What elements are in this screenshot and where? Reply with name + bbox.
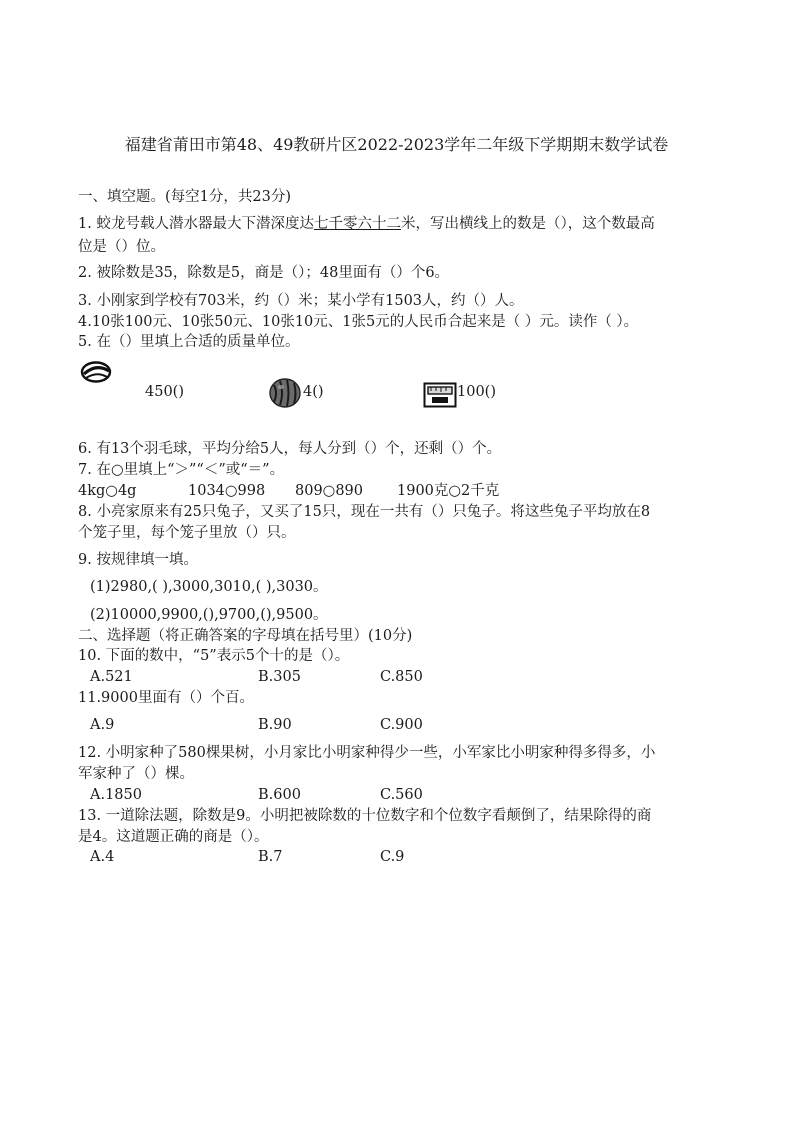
- section1-heading: 一、填空题。(每空1分，共23分): [78, 189, 291, 205]
- question-9: 9. 按规律填一填。: [78, 552, 198, 568]
- q10-option-c: C.850: [380, 669, 423, 685]
- q7-item-3: 809○890: [295, 483, 364, 499]
- scale-icon: [423, 382, 457, 408]
- question-1-line1: [78, 214, 655, 234]
- q13-option-c: C.9: [380, 849, 405, 865]
- question-3: 3. 小刚家到学校有703米，约（）米；某小学有1503人，约（）人。: [78, 293, 524, 309]
- page-title: 福建省莆田市第48、49教研片区2022-2023学年二年级下学期期末数学试卷: [124, 135, 669, 154]
- question-10: 10. 下面的数中，“5”表示5个十的是（）。: [78, 648, 350, 664]
- q12-option-b: B.600: [258, 787, 301, 803]
- question-12-line2: 军家种了（）棵。: [78, 766, 194, 782]
- q11-option-a: A.9: [90, 717, 115, 733]
- question-4: 4.10张100元、10张50元、10张10元、1张5元的人民币合起来是（ ）元。读作（ ）。: [78, 314, 639, 330]
- question-9-part2: (2)10000,9900,(),9700,(),9500。: [90, 607, 328, 623]
- q13-option-b: B.7: [258, 849, 283, 865]
- q13-option-a: A.4: [90, 849, 115, 865]
- watermelon-icon: [268, 377, 302, 409]
- q5-item-1: 450(): [145, 384, 184, 400]
- q7-item-4: 1900克○2千克: [397, 483, 500, 499]
- q5-item-2: 4(): [303, 384, 324, 400]
- q1-text-b: 米，写出横线上的数是（），这个数最高: [400, 216, 655, 232]
- q11-option-c: C.900: [380, 717, 423, 733]
- q12-option-c: C.560: [380, 787, 423, 803]
- question-12-line1: 12. 小明家种了580棵果树，小月家比小明家种得少一些，小军家比小明家种得多得多，小: [78, 745, 656, 761]
- q1-text-a: 1. 蛟龙号载人潜水器最大下潜深度达: [78, 216, 314, 232]
- question-11: 11.9000里面有（）个百。: [78, 690, 254, 706]
- question-2: 2. 被除数是35，除数是5，商是（）；48里面有（）个6。: [78, 265, 450, 281]
- question-8-line1: 8. 小亮家原来有25只兔子，又买了15只，现在一共有（）只兔子。将这些兔子平均放在8: [78, 504, 651, 520]
- question-1-line2: 位是（）位。: [78, 239, 165, 255]
- q7-item-2: 1034○998: [188, 483, 266, 499]
- q12-option-a: A.1850: [90, 787, 142, 803]
- question-8-line2: 个笼子里，每个笼子里放（）只。: [78, 525, 296, 541]
- q10-option-b: B.305: [258, 669, 301, 685]
- q10-option-a: A.521: [90, 669, 133, 685]
- q1-underlined-number: 七千零六十二: [313, 216, 401, 232]
- q5-item-3: 100(): [457, 384, 496, 400]
- q7-item-1: 4kg○4g: [78, 483, 137, 499]
- question-9-part1: (1)2980,( ),3000,3010,( ),3030。: [90, 579, 328, 595]
- question-13-line2: 是4。这道题正确的商是（）。: [78, 829, 269, 845]
- q11-option-b: B.90: [258, 717, 292, 733]
- question-7: 7. 在○里填上“＞”“＜”或“＝”。: [78, 462, 285, 478]
- question-6: 6. 有13个羽毛球，平均分给5人，每人分到（）个，还剩（）个。: [78, 441, 502, 457]
- section2-heading: 二、选择题（将正确答案的字母填在括号里）(10分): [78, 628, 413, 644]
- volleyball-icon: [80, 361, 112, 383]
- question-5: 5. 在（）里填上合适的质量单位。: [78, 334, 300, 350]
- question-13-line1: 13. 一道除法题，除数是9。小明把被除数的十位数字和个位数字看颠倒了，结果除得的商: [78, 808, 652, 824]
